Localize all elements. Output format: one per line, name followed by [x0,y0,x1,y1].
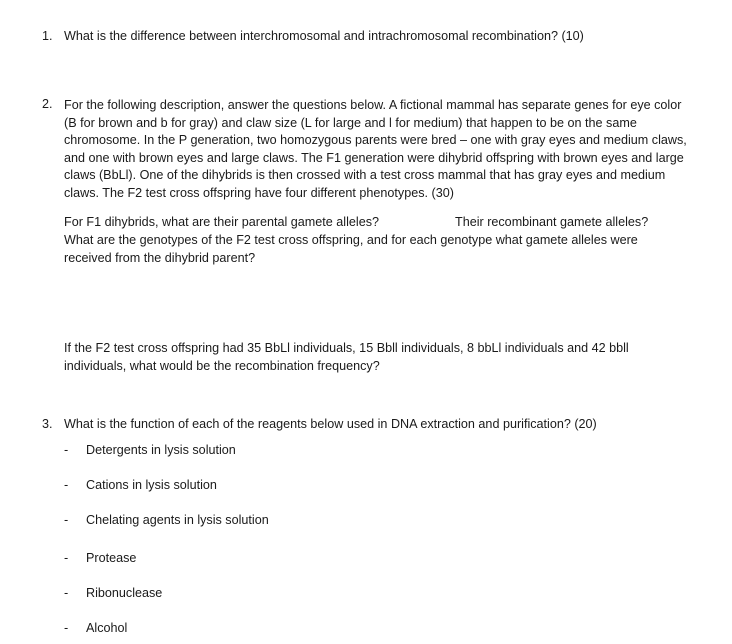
reagent-label: Chelating agents in lysis solution [86,513,269,527]
question-3-number: 3. [42,417,53,431]
bullet-dash-icon: - [64,478,69,492]
question-2-recombinant-gametes: Their recombinant gamete alleles? [455,215,649,229]
reagent-label: Alcohol [86,621,128,635]
question-2-text: For the following description, answer the questions below. A fictional mammal has separate genes for eye color (B for brown and b for gray) and claw size (L for large and l for medium) that happen to be on the same chromosome. In the P generation, two homozygous parents were bred – one with gray eyes and medium claws, and one with brown eyes and large claws. The F1 generation were dihybrid offspring with brown eyes and large claws (BbLl). One of the dihybrids is then crossed with a test cross mammal that has gray eyes and medium claws. The F2 test cross offspring have four different phenotypes. (30) [64,98,687,200]
reagent-label: Detergents in lysis solution [86,443,236,457]
bullet-dash-icon: - [64,443,69,457]
bullet-dash-icon: - [64,551,69,565]
reagent-label: Ribonuclease [86,586,163,600]
question-2-recombination-frequency: If the F2 test cross offspring had 35 BbLl individuals, 15 Bbll individuals, 8 bbLl individuals and 42 bbll individuals, what would be the recombination frequency? [64,341,629,373]
question-3-text: What is the function of each of the reagents below used in DNA extraction and purification? (20) [64,417,597,431]
bullet-dash-icon: - [64,621,69,635]
question-2-genotypes: What are the genotypes of the F2 test cross offspring, and for each genotype what gamete alleles were received from the dihybrid parent? [64,233,638,265]
bullet-dash-icon: - [64,513,69,527]
question-2-parental-gametes: For F1 dihybrids, what are their parental gamete alleles? [64,215,380,229]
question-1-number: 1. [42,29,53,43]
reagent-label: Cations in lysis solution [86,478,217,492]
reagent-label: Protease [86,551,137,565]
question-2-number: 2. [42,97,53,111]
question-1-text: What is the difference between interchromosomal and intrachromosomal recombination? (10) [64,29,584,43]
bullet-dash-icon: - [64,586,69,600]
